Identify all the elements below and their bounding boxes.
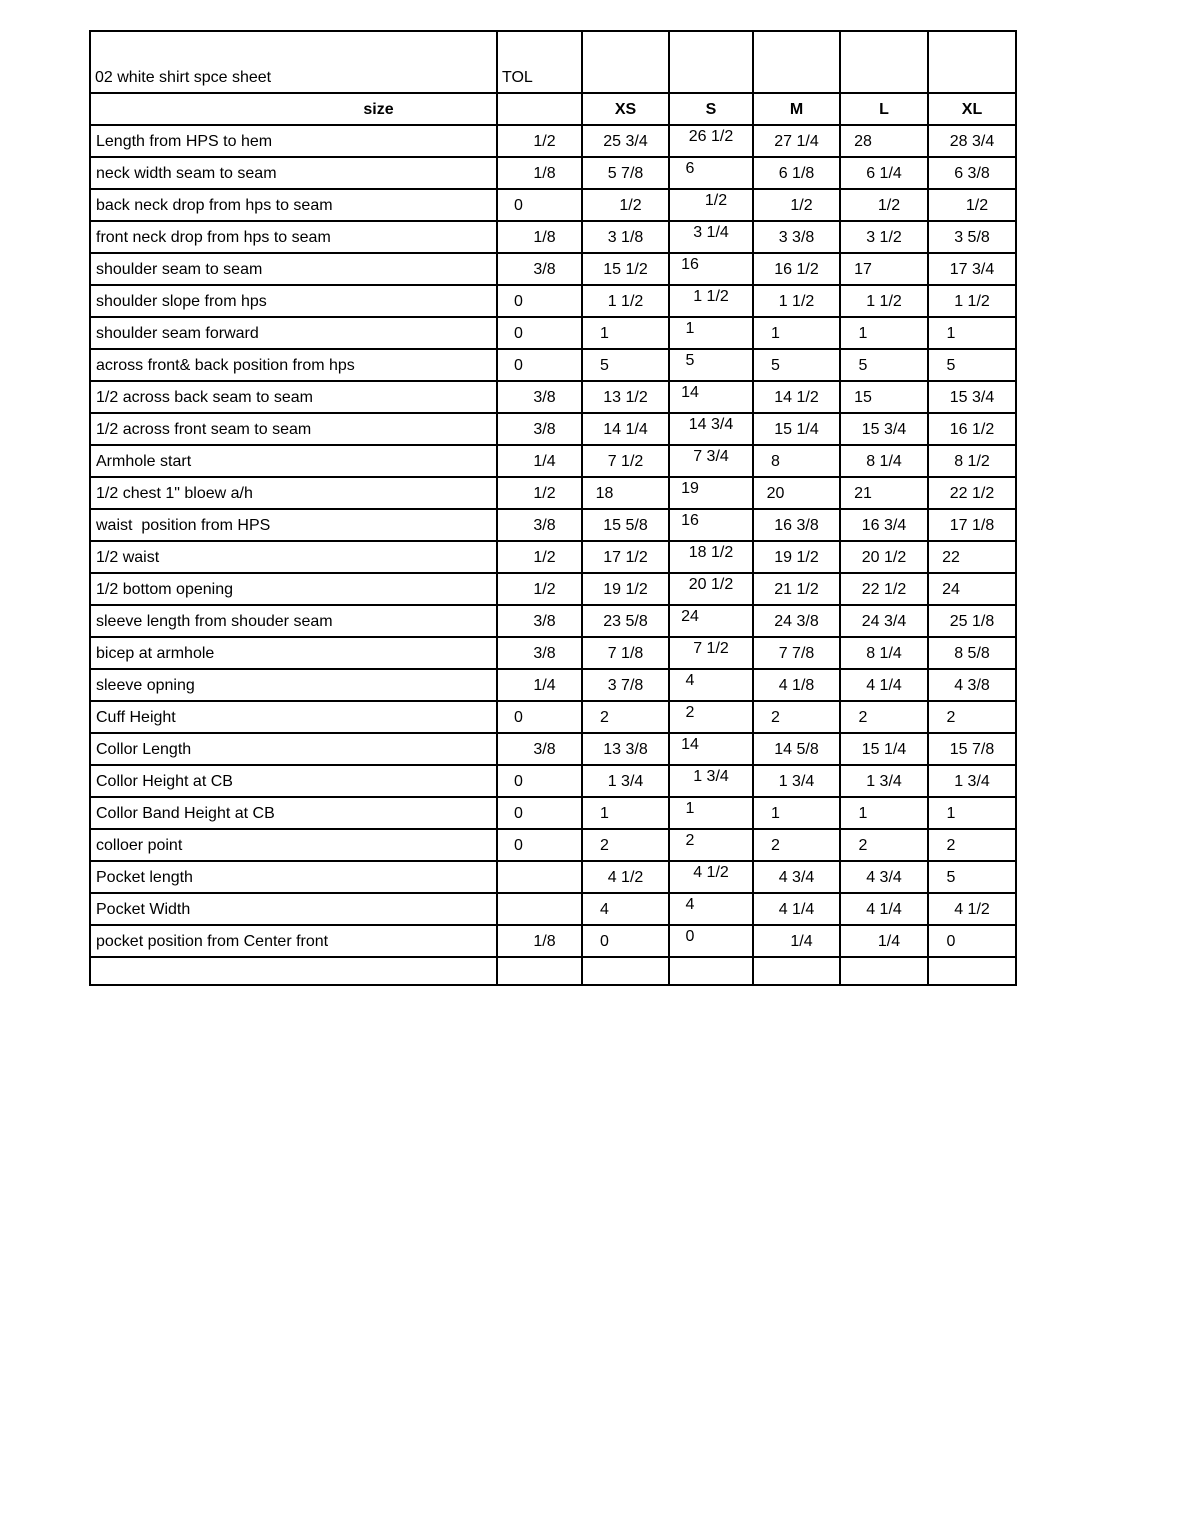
- size-value-cell-m: 1/4: [753, 925, 840, 957]
- size-value-cell-l: 17: [840, 253, 928, 285]
- size-value-cell-xl: 2: [928, 829, 1016, 861]
- spec-row: [90, 509, 1016, 541]
- spec-row: [90, 829, 1016, 861]
- spec-sheet: [89, 30, 1017, 986]
- spec-row: [90, 381, 1016, 413]
- spec-name-cell: colloer point: [90, 829, 497, 861]
- tolerance-cell: 3/8: [497, 637, 582, 669]
- spec-sheet-table: [89, 30, 1017, 986]
- size-value-cell-m: 4 1/8: [753, 669, 840, 701]
- spec-row: [90, 893, 1016, 925]
- size-value-cell-m: 27 1/4: [753, 125, 840, 157]
- size-value-cell-xs: 2: [582, 701, 669, 733]
- size-value-cell-l: 4 1/4: [840, 893, 928, 925]
- size-value-cell-xs: 5: [582, 349, 669, 381]
- size-value-cell-xl: 22: [928, 541, 1016, 573]
- size-value-cell-xs: 5 7/8: [582, 157, 669, 189]
- size-column-header-m: M: [753, 93, 840, 125]
- spec-row: [90, 797, 1016, 829]
- tolerance-cell: 1/2: [497, 125, 582, 157]
- spec-name-cell: back neck drop from hps to seam: [90, 189, 497, 221]
- spec-row: [90, 541, 1016, 573]
- size-row-label: size: [90, 93, 497, 125]
- size-value-cell-xs: 13 3/8: [582, 733, 669, 765]
- spec-name-cell: Length from HPS to hem: [90, 125, 497, 157]
- size-value-cell-xs: 7 1/2: [582, 445, 669, 477]
- spec-name-cell: sleeve opning: [90, 669, 497, 701]
- size-value-cell-l: 15 1/4: [840, 733, 928, 765]
- spec-row: [90, 925, 1016, 957]
- size-value-cell-l: 1 3/4: [840, 765, 928, 797]
- spec-name-cell: pocket position from Center front: [90, 925, 497, 957]
- size-value-cell-xl: 4 1/2: [928, 893, 1016, 925]
- size-value-cell-l: 8 1/4: [840, 445, 928, 477]
- size-value-cell-xl: 1 3/4: [928, 765, 1016, 797]
- spec-row: [90, 861, 1016, 893]
- tolerance-cell: 3/8: [497, 253, 582, 285]
- size-value-cell-m: 3 3/8: [753, 221, 840, 253]
- size-column-header-l: L: [840, 93, 928, 125]
- size-value-cell-xs: 18: [582, 477, 669, 509]
- spec-name-cell: shoulder seam to seam: [90, 253, 497, 285]
- spec-name-cell: Pocket Width: [90, 893, 497, 925]
- size-value-cell-xs: 2: [582, 829, 669, 861]
- size-value-cell-xs: 17 1/2: [582, 541, 669, 573]
- size-value-cell-l: 1: [840, 317, 928, 349]
- size-value-cell-xs: 23 5/8: [582, 605, 669, 637]
- size-value-cell-m: 1: [753, 317, 840, 349]
- size-value-cell-m: 4 1/4: [753, 893, 840, 925]
- tolerance-cell: 0: [497, 797, 582, 829]
- size-value-cell-xl: 16 1/2: [928, 413, 1016, 445]
- spec-row: [90, 765, 1016, 797]
- blank-cell: [840, 31, 928, 93]
- spec-row: [90, 477, 1016, 509]
- size-value-cell-xs: 15 5/8: [582, 509, 669, 541]
- size-value-cell-xs: 19 1/2: [582, 573, 669, 605]
- size-value-cell-s: 1: [669, 797, 753, 829]
- size-value-cell-s: 16: [669, 253, 753, 285]
- tolerance-cell: 1/4: [497, 445, 582, 477]
- size-value-cell-s: 7 3/4: [669, 445, 753, 477]
- size-value-cell-l: 24 3/4: [840, 605, 928, 637]
- size-value-cell-s: 1 1/2: [669, 285, 753, 317]
- size-value-cell-m: 20: [753, 477, 840, 509]
- size-value-cell-xl: 28 3/4: [928, 125, 1016, 157]
- size-value-cell-xs: 3 1/8: [582, 221, 669, 253]
- tolerance-cell: 0: [497, 317, 582, 349]
- tolerance-cell: 0: [497, 701, 582, 733]
- spec-row: [90, 349, 1016, 381]
- blank-cell: [928, 31, 1016, 93]
- size-value-cell-l: 6 1/4: [840, 157, 928, 189]
- tolerance-cell: 0: [497, 285, 582, 317]
- size-value-cell-m: 7 7/8: [753, 637, 840, 669]
- size-value-cell-m: 1 3/4: [753, 765, 840, 797]
- spec-name-cell: across front& back position from hps: [90, 349, 497, 381]
- spec-row: [90, 317, 1016, 349]
- size-value-cell-xl: 25 1/8: [928, 605, 1016, 637]
- size-value-cell-l: 15 3/4: [840, 413, 928, 445]
- size-value-cell-m: 16 1/2: [753, 253, 840, 285]
- size-value-cell-xs: 25 3/4: [582, 125, 669, 157]
- size-value-cell-m: 4 3/4: [753, 861, 840, 893]
- spec-row: [90, 285, 1016, 317]
- size-value-cell-m: 1: [753, 797, 840, 829]
- size-value-cell-s: 2: [669, 829, 753, 861]
- size-value-cell-l: 1/2: [840, 189, 928, 221]
- size-value-cell-xs: 0: [582, 925, 669, 957]
- size-value-cell-s: 14: [669, 381, 753, 413]
- size-value-cell-s: 26 1/2: [669, 125, 753, 157]
- spec-row: [90, 605, 1016, 637]
- size-value-cell-m: 21 1/2: [753, 573, 840, 605]
- size-value-cell-l: 16 3/4: [840, 509, 928, 541]
- spec-row: [90, 573, 1016, 605]
- spec-name-cell: Cuff Height: [90, 701, 497, 733]
- size-value-cell-xl: 24: [928, 573, 1016, 605]
- tolerance-cell: 1/2: [497, 573, 582, 605]
- size-value-cell-xl: 1: [928, 797, 1016, 829]
- size-value-cell-xl: 5: [928, 349, 1016, 381]
- tolerance-cell: 3/8: [497, 413, 582, 445]
- spec-row: [90, 445, 1016, 477]
- size-column-header-xl: XL: [928, 93, 1016, 125]
- size-value-cell-l: 15: [840, 381, 928, 413]
- size-value-cell-s: 4: [669, 893, 753, 925]
- size-value-cell-m: [753, 957, 840, 985]
- size-value-cell-s: 20 1/2: [669, 573, 753, 605]
- size-value-cell-xl: 2: [928, 701, 1016, 733]
- size-column-header-xs: XS: [582, 93, 669, 125]
- spec-name-cell: 1/2 across back seam to seam: [90, 381, 497, 413]
- size-value-cell-xs: 1: [582, 317, 669, 349]
- size-value-cell-s: 4 1/2: [669, 861, 753, 893]
- size-value-cell-xl: 6 3/8: [928, 157, 1016, 189]
- size-value-cell-xl: 1 1/2: [928, 285, 1016, 317]
- size-value-cell-xl: 17 3/4: [928, 253, 1016, 285]
- size-value-cell-s: 4: [669, 669, 753, 701]
- spec-row: [90, 733, 1016, 765]
- size-value-cell-l: 20 1/2: [840, 541, 928, 573]
- spec-name-cell: Armhole start: [90, 445, 497, 477]
- spec-name-cell: front neck drop from hps to seam: [90, 221, 497, 253]
- size-value-cell-xs: 1 3/4: [582, 765, 669, 797]
- size-value-cell-xs: 1: [582, 797, 669, 829]
- spec-name-cell: shoulder seam forward: [90, 317, 497, 349]
- size-value-cell-l: 2: [840, 701, 928, 733]
- size-value-cell-xs: 14 1/4: [582, 413, 669, 445]
- size-value-cell-l: 1: [840, 797, 928, 829]
- size-header-row: [90, 93, 1016, 125]
- size-value-cell-m: 16 3/8: [753, 509, 840, 541]
- spec-row: [90, 253, 1016, 285]
- tolerance-cell: 0: [497, 349, 582, 381]
- size-value-cell-xl: 1: [928, 317, 1016, 349]
- tolerance-cell: 0: [497, 189, 582, 221]
- size-value-cell-l: 4 1/4: [840, 669, 928, 701]
- spec-name-cell: Pocket length: [90, 861, 497, 893]
- size-value-cell-xs: 4: [582, 893, 669, 925]
- tolerance-cell: 3/8: [497, 381, 582, 413]
- size-value-cell-s: [669, 957, 753, 985]
- tolerance-cell: [497, 957, 582, 985]
- size-value-cell-l: 8 1/4: [840, 637, 928, 669]
- size-value-cell-m: 6 1/8: [753, 157, 840, 189]
- tolerance-cell: 1/8: [497, 925, 582, 957]
- size-value-cell-l: 5: [840, 349, 928, 381]
- tolerance-cell: 0: [497, 765, 582, 797]
- tolerance-cell: 3/8: [497, 605, 582, 637]
- size-value-cell-s: 1/2: [669, 189, 753, 221]
- tolerance-cell: [497, 893, 582, 925]
- spec-name-cell: shoulder slope from hps: [90, 285, 497, 317]
- empty-row: [90, 957, 1016, 985]
- spec-name-cell: neck width seam to seam: [90, 157, 497, 189]
- size-value-cell-xs: 7 1/8: [582, 637, 669, 669]
- size-value-cell-xs: 1 1/2: [582, 285, 669, 317]
- size-value-cell-xl: 4 3/8: [928, 669, 1016, 701]
- size-value-cell-xl: 22 1/2: [928, 477, 1016, 509]
- size-value-cell-m: 14 5/8: [753, 733, 840, 765]
- size-value-cell-s: 0: [669, 925, 753, 957]
- size-value-cell-s: 19: [669, 477, 753, 509]
- spec-name-cell: bicep at armhole: [90, 637, 497, 669]
- tolerance-cell: 1/2: [497, 541, 582, 573]
- spec-name-cell: 1/2 bottom opening: [90, 573, 497, 605]
- size-value-cell-l: 28: [840, 125, 928, 157]
- size-value-cell-s: 18 1/2: [669, 541, 753, 573]
- tol-column-header: TOL: [497, 31, 582, 93]
- size-value-cell-s: 14: [669, 733, 753, 765]
- size-value-cell-xs: 4 1/2: [582, 861, 669, 893]
- size-value-cell-s: 3 1/4: [669, 221, 753, 253]
- size-value-cell-xs: 13 1/2: [582, 381, 669, 413]
- tolerance-cell: [497, 861, 582, 893]
- size-value-cell-l: 2: [840, 829, 928, 861]
- size-value-cell-m: 1/2: [753, 189, 840, 221]
- size-value-cell-s: 16: [669, 509, 753, 541]
- size-value-cell-m: 15 1/4: [753, 413, 840, 445]
- tolerance-cell: 3/8: [497, 509, 582, 541]
- size-value-cell-xl: 3 5/8: [928, 221, 1016, 253]
- spec-name-cell: Collor Length: [90, 733, 497, 765]
- tolerance-cell: 1/8: [497, 221, 582, 253]
- size-value-cell-s: 14 3/4: [669, 413, 753, 445]
- size-value-cell-xl: 1/2: [928, 189, 1016, 221]
- size-value-cell-xl: 5: [928, 861, 1016, 893]
- spec-row: [90, 669, 1016, 701]
- size-value-cell-xl: [928, 957, 1016, 985]
- spec-row: [90, 157, 1016, 189]
- size-value-cell-xl: 0: [928, 925, 1016, 957]
- size-value-cell-xs: 1/2: [582, 189, 669, 221]
- size-column-header-s: S: [669, 93, 753, 125]
- size-value-cell-xs: 3 7/8: [582, 669, 669, 701]
- title-row: [90, 31, 1016, 93]
- blank-cell: [753, 31, 840, 93]
- size-value-cell-xl: 15 7/8: [928, 733, 1016, 765]
- spec-row: [90, 189, 1016, 221]
- spec-name-cell: 1/2 waist: [90, 541, 497, 573]
- blank-cell: [497, 93, 582, 125]
- size-value-cell-l: 21: [840, 477, 928, 509]
- size-value-cell-s: 2: [669, 701, 753, 733]
- sheet-title: 02 white shirt spce sheet: [90, 31, 497, 93]
- size-value-cell-m: 8: [753, 445, 840, 477]
- spec-row: [90, 413, 1016, 445]
- spec-name-cell: Collor Height at CB: [90, 765, 497, 797]
- size-value-cell-m: 5: [753, 349, 840, 381]
- tolerance-cell: 1/2: [497, 477, 582, 509]
- size-value-cell-m: 24 3/8: [753, 605, 840, 637]
- tolerance-cell: 1/8: [497, 157, 582, 189]
- size-value-cell-xs: [582, 957, 669, 985]
- size-value-cell-l: 1 1/2: [840, 285, 928, 317]
- size-value-cell-l: 1/4: [840, 925, 928, 957]
- spec-name-cell: 1/2 chest 1" bloew a/h: [90, 477, 497, 509]
- spec-name-cell: sleeve length from shouder seam: [90, 605, 497, 637]
- spec-row: [90, 701, 1016, 733]
- size-value-cell-s: 24: [669, 605, 753, 637]
- spec-row: [90, 125, 1016, 157]
- spec-name-cell: waist position from HPS: [90, 509, 497, 541]
- size-value-cell-s: 6: [669, 157, 753, 189]
- size-value-cell-s: 1 3/4: [669, 765, 753, 797]
- spec-name-cell: [90, 957, 497, 985]
- tolerance-cell: 0: [497, 829, 582, 861]
- size-value-cell-s: 5: [669, 349, 753, 381]
- tolerance-cell: 3/8: [497, 733, 582, 765]
- size-value-cell-xl: 15 3/4: [928, 381, 1016, 413]
- spec-row: [90, 637, 1016, 669]
- blank-cell: [582, 31, 669, 93]
- spec-name-cell: Collor Band Height at CB: [90, 797, 497, 829]
- size-value-cell-m: 2: [753, 701, 840, 733]
- size-value-cell-m: 1 1/2: [753, 285, 840, 317]
- size-value-cell-s: 1: [669, 317, 753, 349]
- spec-row: [90, 221, 1016, 253]
- size-value-cell-xs: 15 1/2: [582, 253, 669, 285]
- blank-cell: [669, 31, 753, 93]
- size-value-cell-m: 14 1/2: [753, 381, 840, 413]
- size-value-cell-xl: 17 1/8: [928, 509, 1016, 541]
- tolerance-cell: 1/4: [497, 669, 582, 701]
- size-value-cell-m: 19 1/2: [753, 541, 840, 573]
- spec-name-cell: 1/2 across front seam to seam: [90, 413, 497, 445]
- size-value-cell-l: [840, 957, 928, 985]
- size-value-cell-l: 3 1/2: [840, 221, 928, 253]
- size-value-cell-s: 7 1/2: [669, 637, 753, 669]
- size-value-cell-m: 2: [753, 829, 840, 861]
- size-value-cell-xl: 8 5/8: [928, 637, 1016, 669]
- size-value-cell-l: 22 1/2: [840, 573, 928, 605]
- size-value-cell-l: 4 3/4: [840, 861, 928, 893]
- size-value-cell-xl: 8 1/2: [928, 445, 1016, 477]
- spec-rows: [90, 125, 1016, 985]
